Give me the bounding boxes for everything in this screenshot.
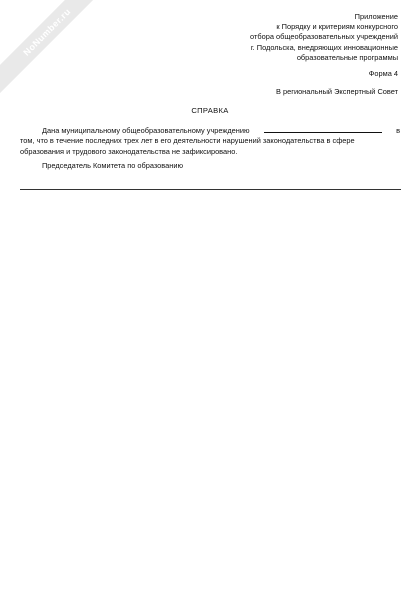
signature-line: Председатель Комитета по образованию [42, 161, 183, 170]
bottom-divider [20, 189, 401, 190]
annex-line: Приложение [354, 12, 398, 21]
document-title: СПРАВКА [191, 106, 229, 115]
annex-line: отбора общеобразовательных учреждений [250, 32, 398, 42]
annex-line: образовательные программы [296, 52, 398, 62]
annex-block [198, 12, 398, 63]
watermark-band [0, 0, 114, 99]
watermark-text: NoNumber.ru [21, 6, 73, 58]
annex-line: г. Подольска, внедряющих инновационные [250, 42, 398, 52]
body-line-1-start: Дана муниципальному общеобразовательному учреждению [42, 126, 250, 135]
annex-line: к Порядку и критериям конкурсного [276, 22, 398, 32]
institution-name-blank[interactable] [264, 125, 382, 133]
body-line-2: том, что в течение последних трех лет в его деятельности нарушений законодательства в сфере [20, 136, 355, 146]
certificate-body [20, 125, 400, 157]
body-line-1-end: в [396, 126, 401, 135]
addressee: В региональный Экспертный Совет [276, 87, 398, 96]
body-line-1 [20, 125, 400, 136]
form-number: Форма 4 [368, 69, 398, 78]
body-line-3: образования и трудового законодательства не зафиксировано. [20, 146, 238, 156]
